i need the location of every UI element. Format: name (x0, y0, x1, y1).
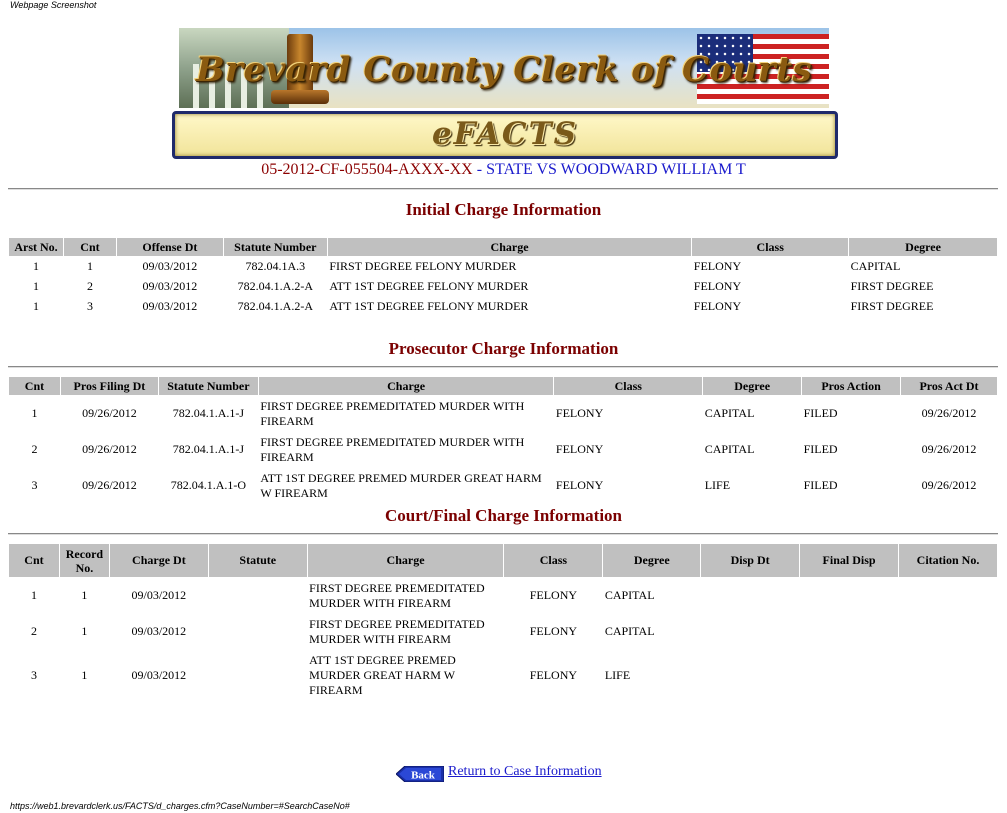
cell-citation (899, 650, 998, 702)
col-header: Arst No. (9, 238, 64, 257)
cell-degree: CAPITAL (604, 624, 655, 638)
cell-filing-date: 09/26/2012 (82, 442, 137, 456)
cell-pros-act-date: 09/26/2012 (921, 442, 977, 456)
cell-statute: 782.04.1.A.2-A (237, 279, 313, 293)
cell-record-no: 1 (81, 588, 88, 603)
cell-pros-action: FILED (803, 406, 838, 421)
cell-cnt: 1 (86, 259, 93, 274)
table-row (9, 614, 998, 650)
cell-pros-action: FILED (803, 442, 838, 456)
cell-degree: LIFE (604, 668, 631, 682)
table-row (9, 297, 998, 317)
col-header: Citation No. (899, 544, 998, 578)
col-header: Class (504, 544, 603, 578)
col-header: Charge (327, 238, 691, 257)
cell-class: FELONY (529, 668, 578, 682)
cell-final-disp (800, 650, 899, 702)
efacts-logo (172, 111, 838, 159)
cell-arst: 1 (32, 259, 39, 274)
table-row (9, 468, 998, 504)
cell-statute (208, 578, 307, 614)
cell-pros-action: FILED (803, 478, 838, 492)
divider (8, 533, 998, 535)
cell-class: FELONY (693, 279, 742, 293)
cell-cnt: 1 (30, 588, 37, 603)
col-header: Charge (307, 544, 504, 578)
cell-cnt: 3 (30, 668, 37, 682)
col-header: Pros Act Dt (901, 377, 998, 396)
initial-charge-title: Initial Charge Information (405, 200, 602, 219)
cell-degree: CAPITAL (704, 442, 755, 456)
page-url: https://web1.brevardclerk.us/FACTS/d_charges.cfm?CaseNumber=#SearchCaseNo# (10, 801, 350, 811)
gavel-block (271, 90, 329, 104)
cell-class: FELONY (555, 478, 604, 492)
col-header: Cnt (9, 544, 60, 578)
col-header: Cnt (63, 238, 116, 257)
cell-class: FELONY (555, 442, 604, 456)
cell-record-no: 1 (81, 624, 88, 638)
col-header: Degree (703, 377, 802, 396)
cell-disp-date (701, 650, 800, 702)
cell-disp-date (701, 614, 800, 650)
col-header: Degree (603, 544, 701, 578)
cell-charge: FIRST DEGREE FELONY MURDER (329, 259, 517, 274)
cell-class: FELONY (529, 624, 578, 638)
efacts-title: eFACTS (431, 116, 579, 152)
cell-degree: LIFE (704, 478, 731, 492)
cell-degree: CAPITAL (604, 588, 655, 603)
back-button-label: Back (411, 769, 435, 782)
col-header: Record No. (59, 544, 109, 578)
table-row (9, 257, 998, 277)
table-header-row (9, 544, 998, 578)
col-header: Statute Number (158, 377, 258, 396)
table-row (9, 396, 998, 432)
col-header: Class (554, 377, 703, 396)
cell-offense-date: 09/03/2012 (142, 279, 198, 293)
cell-degree: FIRST DEGREE (850, 299, 934, 313)
cell-cnt: 2 (30, 624, 37, 638)
cell-class: FELONY (693, 259, 742, 274)
cell-record-no: 1 (81, 668, 88, 682)
table-header-row (9, 238, 998, 257)
cell-cnt: 3 (31, 478, 38, 492)
prosecutor-charge-table (8, 376, 998, 504)
cell-charge: FIRST DEGREE PREMEDITATED MURDER WITH FIREARM (260, 398, 525, 428)
col-header: Cnt (9, 377, 61, 396)
col-header: Charge (258, 377, 554, 396)
cell-citation (899, 578, 998, 614)
cell-degree: CAPITAL (850, 259, 901, 274)
initial-charge-table (8, 237, 998, 317)
cell-statute: 782.04.1.A.1-O (170, 478, 247, 492)
cell-pros-act-date: 09/26/2012 (921, 478, 977, 492)
table-row (9, 578, 998, 614)
cell-charge-date: 09/03/2012 (131, 588, 187, 603)
cell-degree: FIRST DEGREE (850, 279, 934, 293)
cell-final-disp (800, 578, 899, 614)
cell-arst: 1 (32, 279, 39, 293)
col-header: Degree (849, 238, 998, 257)
cell-cnt: 2 (31, 442, 38, 456)
cell-arst: 1 (32, 299, 39, 313)
court-final-charge-table (8, 543, 998, 702)
cell-degree: CAPITAL (704, 406, 755, 421)
table-row (9, 432, 998, 468)
cell-charge: FIRST DEGREE PREMEDITATED MURDER WITH FIREARM (260, 434, 525, 464)
return-to-case-link[interactable]: Return to Case Information (448, 764, 602, 779)
clerk-banner-logo (179, 28, 829, 108)
table-header-row (9, 377, 998, 396)
case-header (0, 161, 1007, 179)
cell-statute (208, 650, 307, 702)
case-number: 05-2012-CF-055504-AXXX-XX (261, 161, 473, 178)
cell-charge: ATT 1ST DEGREE FELONY MURDER (329, 299, 529, 313)
cell-pros-act-date: 09/26/2012 (921, 406, 977, 421)
cell-cnt: 2 (86, 279, 93, 293)
cell-charge-date: 09/03/2012 (131, 624, 187, 638)
screenshot-caption: Webpage Screenshot (10, 0, 97, 10)
table-row (9, 650, 998, 702)
cell-charge: ATT 1ST DEGREE PREMED MURDER GREAT HARM W FIREARM (260, 470, 542, 500)
col-header: Charge Dt (109, 544, 208, 578)
cell-offense-date: 09/03/2012 (142, 259, 198, 274)
cell-statute: 782.04.1A.3 (245, 259, 306, 274)
col-header: Offense Dt (116, 238, 223, 257)
col-header: Statute (208, 544, 307, 578)
cell-statute: 782.04.1.A.2-A (237, 299, 313, 313)
col-header: Class (692, 238, 849, 257)
cell-disp-date (701, 578, 800, 614)
col-header: Pros Action (802, 377, 901, 396)
cell-offense-date: 09/03/2012 (142, 299, 198, 313)
cell-filing-date: 09/26/2012 (82, 478, 137, 492)
cell-charge: FIRST DEGREE PREMEDITATED MURDER WITH FIREARM (309, 580, 485, 610)
cell-cnt: 1 (31, 406, 38, 421)
case-name: STATE VS WOODWARD WILLIAM T (486, 161, 746, 178)
col-header: Pros Filing Dt (60, 377, 158, 396)
divider (8, 366, 998, 368)
cell-charge: ATT 1ST DEGREE PREMED MURDER GREAT HARM W FIREARM (309, 653, 456, 697)
back-button[interactable] (396, 766, 444, 782)
cell-filing-date: 09/26/2012 (82, 406, 137, 421)
cell-charge: FIRST DEGREE PREMEDITATED MURDER WITH FIREARM (309, 616, 485, 646)
prosecutor-charge-title: Prosecutor Charge Information (388, 339, 619, 358)
cell-charge-date: 09/03/2012 (131, 668, 187, 682)
cell-final-disp (800, 614, 899, 650)
cell-statute: 782.04.1.A.1-J (172, 406, 245, 421)
divider (8, 188, 998, 190)
court-final-charge-title: Court/Final Charge Information (384, 506, 623, 525)
cell-class: FELONY (693, 299, 742, 313)
cell-cnt: 3 (86, 299, 93, 313)
case-separator: - (472, 161, 487, 178)
cell-class: FELONY (529, 588, 578, 603)
cell-charge: ATT 1ST DEGREE FELONY MURDER (329, 279, 529, 293)
cell-statute: 782.04.1.A.1-J (172, 442, 245, 456)
col-header: Final Disp (800, 544, 899, 578)
cell-citation (899, 614, 998, 650)
table-row (9, 277, 998, 297)
col-header: Disp Dt (701, 544, 800, 578)
cell-statute (208, 614, 307, 650)
banner-title: Brevard County Clerk of Courts (195, 50, 813, 90)
col-header: Statute Number (223, 238, 327, 257)
cell-class: FELONY (555, 406, 604, 421)
